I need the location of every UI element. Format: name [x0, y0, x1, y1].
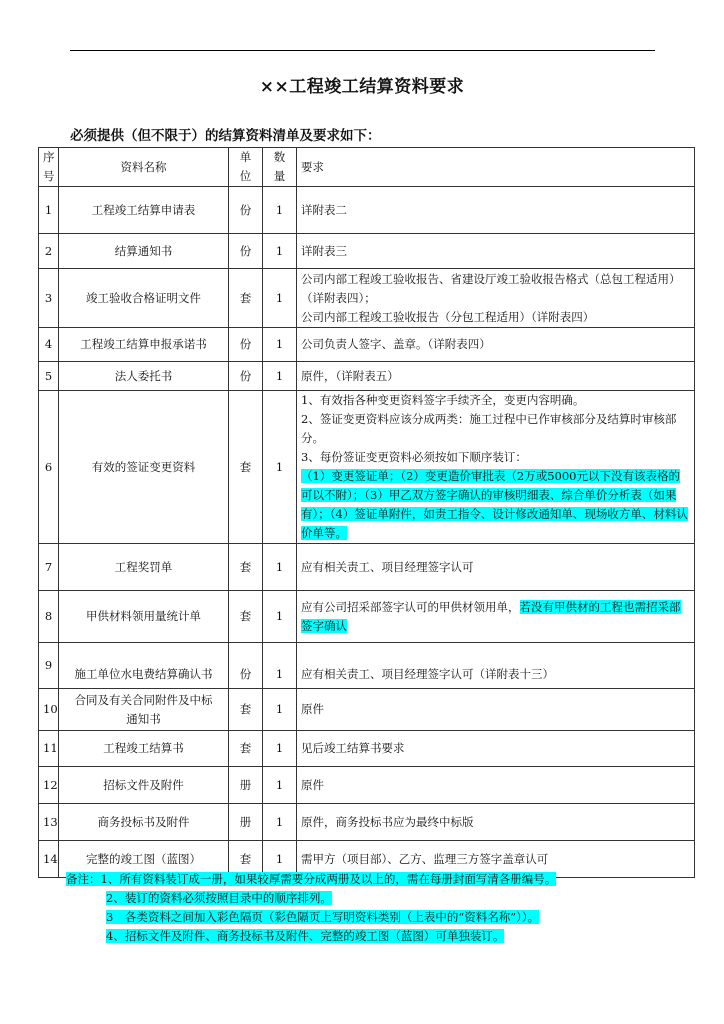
- row-qty: 1: [263, 643, 297, 689]
- highlighted-text: （1）变更签证单；（2）变更造价审批表（2万或5000元以下没有该表格的可以不附）；（3）甲乙双方签字确认的审核明细表、综合单价分析表（如果有）；（4）签证单附件，如责工指令、设计修改通知单、现场收方单、材料认价单等。: [301, 469, 688, 540]
- row-unit: 册: [229, 767, 263, 804]
- row-qty: 1: [263, 591, 297, 643]
- row-unit: 份: [229, 328, 263, 362]
- row-name: 甲供材料领用量统计单: [59, 591, 229, 643]
- row-unit: 份: [229, 362, 263, 391]
- row-unit: 份: [229, 643, 263, 689]
- row-name: 工程竣工结算申请表: [59, 187, 229, 234]
- row-name: 结算通知书: [59, 234, 229, 269]
- row-unit: 套: [229, 544, 263, 591]
- row-name: 招标文件及附件: [59, 767, 229, 804]
- row-unit: 套: [229, 269, 263, 328]
- row-no: 7: [39, 544, 59, 591]
- header-qty: 数 量: [263, 148, 297, 187]
- row-no: 4: [39, 328, 59, 362]
- table-row: [39, 544, 695, 591]
- row-unit: 份: [229, 234, 263, 269]
- row-no: 1: [39, 187, 59, 234]
- row-name: 工程奖罚单: [59, 544, 229, 591]
- table-row: [39, 643, 695, 689]
- row-req: 应有相关责工、项目经理签字认可（详附表十三）: [297, 643, 695, 689]
- row-qty: 1: [263, 841, 297, 878]
- row-qty: 1: [263, 767, 297, 804]
- row-unit: 册: [229, 804, 263, 841]
- row-qty: 1: [263, 731, 297, 767]
- header-req: 要求: [297, 148, 695, 187]
- table-row: [39, 328, 695, 362]
- note-line: 3 各类资料之间加入彩色隔页（彩色隔页上写明资料类别（上表中的“资料名称”））。: [106, 910, 540, 924]
- table-row: [39, 234, 695, 269]
- row-req: 原件: [297, 767, 695, 804]
- row-no: 8: [39, 591, 59, 643]
- req-line: 3、每份签证变更资料必须按如下顺序装订：: [301, 450, 527, 464]
- table-row: [39, 804, 695, 841]
- row-req: 原件，（详附表五）: [297, 362, 695, 391]
- row-name: 工程竣工结算申报承诺书: [59, 328, 229, 362]
- row-name: 合同及有关合同附件及中标 通知书: [59, 689, 229, 731]
- note-line: 4、招标文件及附件、商务投标书及附件、完整的竣工图（蓝图）可单独装订。: [106, 929, 505, 943]
- table-row: [39, 689, 695, 731]
- row-qty: 1: [263, 544, 297, 591]
- row-req: 详附表三: [297, 234, 695, 269]
- row-name: 完整的竣工图（蓝图）: [59, 841, 229, 878]
- table-row: [39, 269, 695, 328]
- row-req: 公司内部工程竣工验收报告、省建设厅竣工验收报告格式（总包工程适用）（详附表四）； 公司内部工程竣工验收报告（分包工程适用）（详附表四）: [297, 269, 695, 328]
- row-name: 有效的签证变更资料: [59, 391, 229, 544]
- row-unit: 套: [229, 689, 263, 731]
- row-name: 竣工验收合格证明文件: [59, 269, 229, 328]
- row-no: 9: [39, 643, 59, 689]
- row-req: 应有相关责工、项目经理签字认可: [297, 544, 695, 591]
- row-no: 13: [39, 804, 59, 841]
- table-row: [39, 391, 695, 544]
- req-line: 2、签证变更资料应该分成两类：施工过程中已作审核部分及结算时审核部分。: [301, 412, 677, 445]
- row-qty: 1: [263, 234, 297, 269]
- row-req: 原件，商务投标书应为最终中标版: [297, 804, 695, 841]
- requirements-table: [38, 147, 695, 878]
- req-line: 1、有效指各种变更资料签字手续齐全，变更内容明确。: [301, 393, 585, 407]
- table-row: [39, 187, 695, 234]
- row-unit: 套: [229, 841, 263, 878]
- table-row: [39, 591, 695, 643]
- row-no: 5: [39, 362, 59, 391]
- row-unit: 份: [229, 187, 263, 234]
- row-no: 11: [39, 731, 59, 767]
- row-req: 详附表二: [297, 187, 695, 234]
- row-no: 6: [39, 391, 59, 544]
- row-req: 应有公司招采部签字认可的甲供材领用单，若没有甲供材的工程也需招采部签字确认: [297, 591, 695, 643]
- row-name: 法人委托书: [59, 362, 229, 391]
- row-req: [297, 391, 695, 544]
- page-title: ××工程竣工结算资料要求: [259, 77, 465, 97]
- header-unit: 单 位: [229, 148, 263, 187]
- row-req: 公司负责人签字、盖章。（详附表四）: [297, 328, 695, 362]
- row-unit: 套: [229, 391, 263, 544]
- row-no: 3: [39, 269, 59, 328]
- table-row: [39, 767, 695, 804]
- row-req: 需甲方（项目部）、乙方、监理三方签字盖章认可: [297, 841, 695, 878]
- row-no: 2: [39, 234, 59, 269]
- row-no: 12: [39, 767, 59, 804]
- row-qty: 1: [263, 689, 297, 731]
- row-unit: 套: [229, 731, 263, 767]
- row-qty: 1: [263, 391, 297, 544]
- header-no: 序 号: [39, 148, 59, 187]
- section-subtitle: 必须提供（但不限于）的结算资料清单及要求如下：: [70, 128, 381, 144]
- row-qty: 1: [263, 328, 297, 362]
- row-qty: 1: [263, 804, 297, 841]
- notes: [66, 870, 556, 946]
- row-no: 14: [39, 841, 59, 878]
- highlighted-text: 若没有甲供材的工程也需招采部签字确认: [301, 599, 681, 633]
- row-name: 工程竣工结算书: [59, 731, 229, 767]
- row-qty: 1: [263, 187, 297, 234]
- header-rule: [70, 50, 655, 51]
- row-no: 10: [39, 689, 59, 731]
- note-line: 2、装订的资料必须按照目录中的顺序排列。: [106, 891, 332, 905]
- row-name: 商务投标书及附件: [59, 804, 229, 841]
- row-req: 原件: [297, 689, 695, 731]
- table-header-row: [39, 148, 695, 187]
- row-req: 见后竣工结算书要求: [297, 731, 695, 767]
- table-row: [39, 731, 695, 767]
- row-qty: 1: [263, 362, 297, 391]
- header-name: 资料名称: [59, 148, 229, 187]
- row-unit: 套: [229, 591, 263, 643]
- row-name: 施工单位水电费结算确认书: [59, 643, 229, 689]
- note-line: 备注：1、所有资料装订成一册，如果较厚需要分成两册及以上的，需在每册封面写清各册编号。: [66, 872, 557, 886]
- table-row: [39, 362, 695, 391]
- row-qty: 1: [263, 269, 297, 328]
